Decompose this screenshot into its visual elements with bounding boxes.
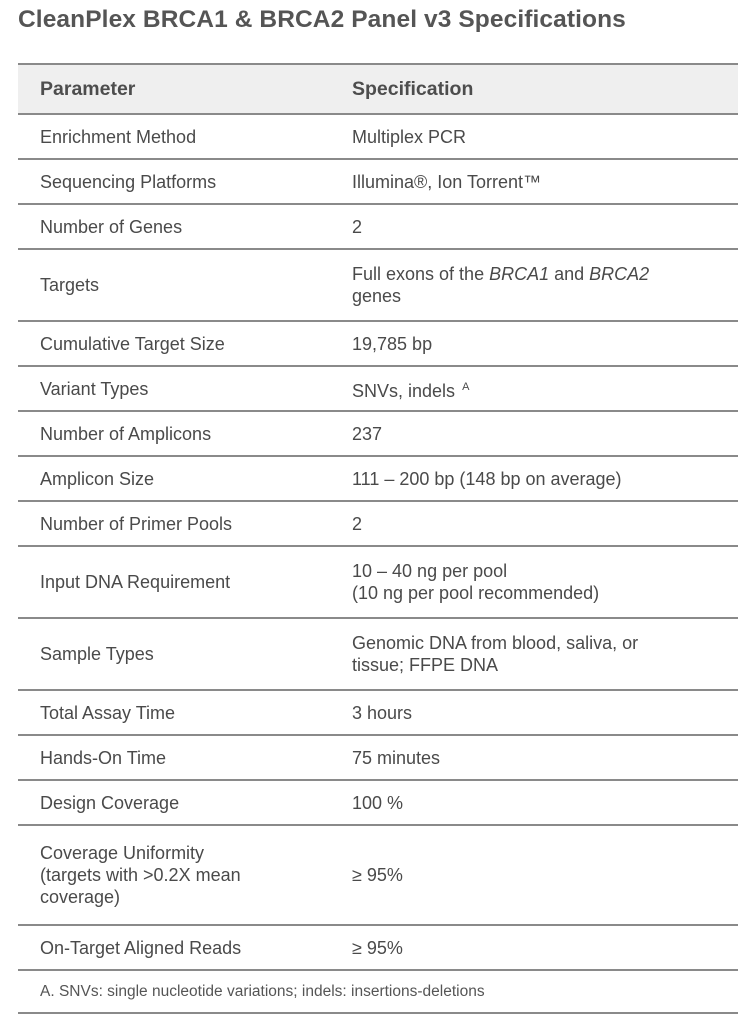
table-row — [18, 825, 738, 925]
parameter-cell: Enrichment Method — [18, 114, 330, 159]
column-header-parameter: Parameter — [18, 64, 330, 114]
specification-cell: 111 – 200 bp (148 bp on average) — [330, 456, 738, 501]
parameter-cell — [18, 825, 330, 925]
parameter-cell: Total Assay Time — [18, 690, 330, 735]
parameter-cell: Number of Genes — [18, 204, 330, 249]
specification-cell: 19,785 bp — [330, 321, 738, 366]
specifications-table — [18, 63, 738, 1014]
gene-name: BRCA1 — [489, 264, 550, 284]
table-row — [18, 411, 738, 456]
specification-cell: 75 minutes — [330, 735, 738, 780]
table-row — [18, 249, 738, 321]
specification-cell: 3 hours — [330, 690, 738, 735]
column-header-specification: Specification — [330, 64, 738, 114]
table-row — [18, 690, 738, 735]
parameter-cell: Sequencing Platforms — [18, 159, 330, 204]
specification-line: genes — [352, 286, 402, 306]
parameter-cell: Number of Amplicons — [18, 411, 330, 456]
parameter-line: (targets with >0.2X mean — [40, 865, 241, 885]
parameter-cell: Design Coverage — [18, 780, 330, 825]
specification-cell — [330, 366, 738, 411]
parameter-cell: Targets — [18, 249, 330, 321]
table-row — [18, 925, 738, 970]
table-row — [18, 159, 738, 204]
footnote: A. SNVs: single nucleotide variations; indels: insertions-deletions — [18, 970, 738, 1013]
specification-text: SNVs, indels — [352, 380, 456, 401]
specification-line: tissue; FFPE DNA — [352, 655, 499, 675]
specification-cell: ≥ 95% — [330, 925, 738, 970]
specification-line — [352, 263, 738, 285]
table-row — [18, 204, 738, 249]
footnote-reference: A — [462, 380, 470, 393]
text-fragment: Full exons of the — [352, 264, 490, 284]
specification-cell — [330, 249, 738, 321]
parameter-line: coverage) — [40, 887, 121, 907]
specification-cell — [330, 546, 738, 618]
footnote-row — [18, 970, 738, 1013]
specification-line: 10 – 40 ng per pool — [352, 561, 508, 581]
table-row — [18, 618, 738, 690]
table-row — [18, 114, 738, 159]
parameter-cell: Variant Types — [18, 366, 330, 411]
table-row — [18, 321, 738, 366]
table-row — [18, 735, 738, 780]
page-title: CleanPlex BRCA1 & BRCA2 Panel v3 Specifications — [18, 6, 626, 33]
parameter-cell: Number of Primer Pools — [18, 501, 330, 546]
table-row — [18, 546, 738, 618]
table-row — [18, 780, 738, 825]
parameter-cell: Input DNA Requirement — [18, 546, 330, 618]
table-row — [18, 501, 738, 546]
specification-cell: 2 — [330, 204, 738, 249]
specification-cell: 2 — [330, 501, 738, 546]
parameter-cell: Cumulative Target Size — [18, 321, 330, 366]
gene-name: BRCA2 — [589, 264, 650, 284]
specification-cell — [330, 618, 738, 690]
specification-cell: 100 % — [330, 780, 738, 825]
specification-cell: Illumina®, Ion Torrent™ — [330, 159, 738, 204]
parameter-cell: Sample Types — [18, 618, 330, 690]
specification-cell: 237 — [330, 411, 738, 456]
specification-cell: ≥ 95% — [330, 825, 738, 925]
table-row — [18, 366, 738, 411]
text-fragment: and — [549, 264, 590, 284]
parameter-cell: Hands-On Time — [18, 735, 330, 780]
specification-line: (10 ng per pool recommended) — [352, 583, 600, 603]
specification-line: Genomic DNA from blood, saliva, or — [352, 633, 639, 653]
parameter-cell: On-Target Aligned Reads — [18, 925, 330, 970]
parameter-line: Coverage Uniformity — [40, 843, 205, 863]
table-header-row — [18, 64, 738, 114]
parameter-cell: Amplicon Size — [18, 456, 330, 501]
table-row — [18, 456, 738, 501]
specification-cell: Multiplex PCR — [330, 114, 738, 159]
